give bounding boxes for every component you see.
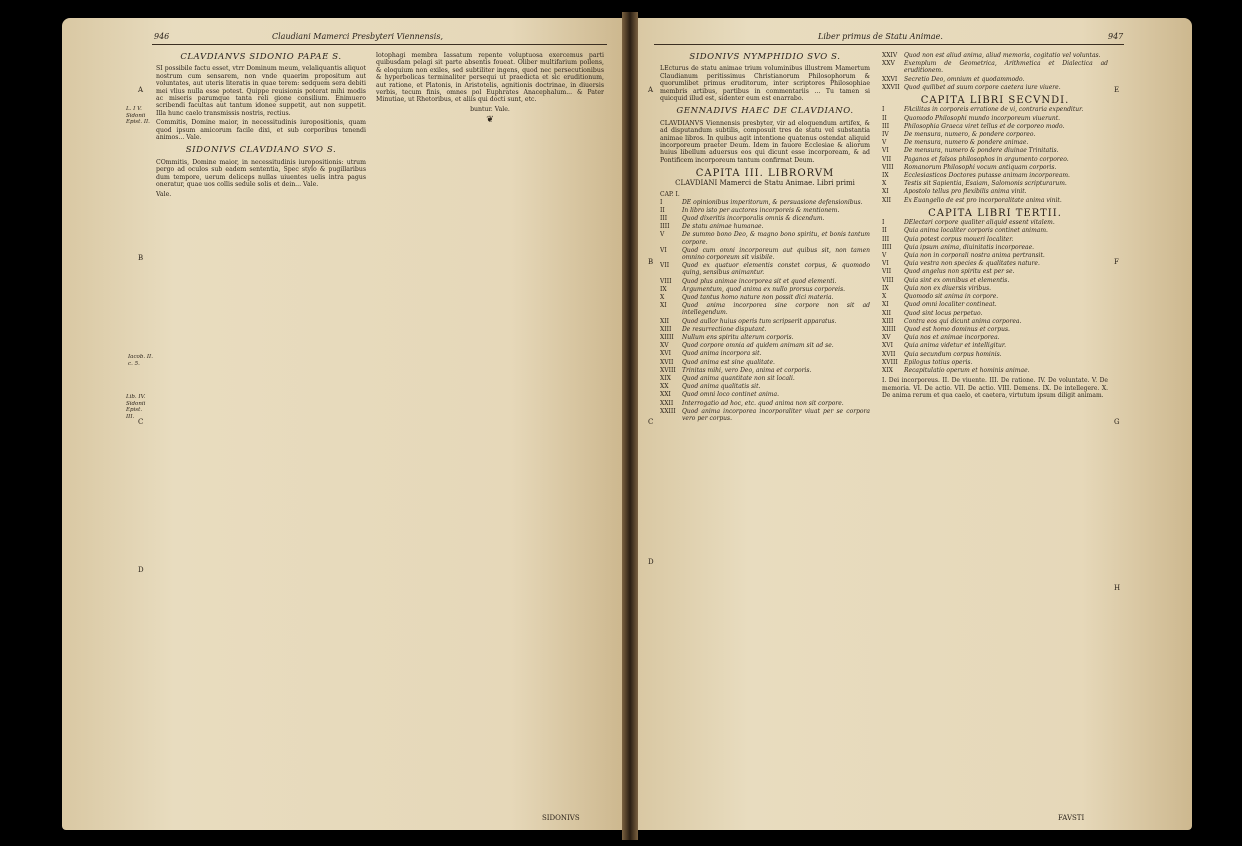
chapter-text: Quod tantus homo nature non possit dici materia. (682, 293, 834, 301)
chapter-text: Argumentum, quod anima ex nullo prorsus corporeis. (682, 285, 846, 293)
chapter-number: XXVII (882, 83, 900, 91)
chapter-entry (660, 334, 870, 341)
right-column-1 (660, 52, 870, 812)
chapter-text: Quia anima localiter corporis continet animam. (904, 227, 1048, 235)
chapter-number: XIIII (660, 333, 674, 341)
chapter-text: FAcilitas in corporeis erratione de vi, contraria expenditur. (904, 106, 1084, 114)
chapter-text: Quod cum omni incorporeum aut quibus sit, non tamen omnino corporeum sit visibile. (682, 246, 870, 261)
chapter-entry (882, 277, 1108, 284)
chapter-entry (660, 302, 870, 316)
chapter-entry (882, 367, 1108, 374)
chapter-entry (882, 139, 1108, 146)
chapter-text: Quod anima est sine qualitate. (682, 358, 775, 366)
chapter-text: DElectari corpore qualiter aliquid essent vitalem. (904, 219, 1055, 227)
chapter-entry (660, 350, 870, 357)
chapter-number: XV (882, 334, 891, 342)
chapter-text: Recapitulatio operum et hominis animae. (904, 366, 1030, 374)
chapter-text: Quod non est aliud anima, aliud memoria, cogitatio vel voluntas. (904, 52, 1101, 59)
chapter-number: IX (882, 172, 889, 180)
chapter-entry (882, 318, 1108, 325)
chapter-text: Exemplum de Geometrica, Arithmetica et Dialectica ad eruditionem. (904, 60, 1108, 75)
chapter-entry (882, 172, 1108, 179)
chapter-entry (882, 52, 1108, 59)
letter-text: SI possibile factu esset, vtrr Dominum meum, velaliquantis aliquot nostrum cum sensarem, non vnde quaerim propositum aut voluntates, aut uteris literatis in quae terem: sedquem sera debiti mei vlius nulla esse potest. Quippe reuisionis poterat mihi modis ac miseris parumque tanta reli gione consilium. Enimuero scribendi facultas aut tantum idonee suppetit, aut non suppetit. Illa hunc caelo transmissis nostris, rectius. (156, 65, 366, 117)
chapter-text: Quia nos et animae incorporea. (904, 334, 1000, 342)
chapter-number: X (882, 180, 887, 188)
letter2-title: SIDONIVS CLAVDIANO SVO S. (185, 145, 337, 156)
chapter-number: V (660, 231, 665, 239)
chapter-entry (882, 227, 1108, 234)
chapter-entry (882, 219, 1108, 226)
chapter-number: VII (660, 262, 670, 270)
chapter-text: Quod omni localiter contineat. (904, 301, 997, 309)
chapter-entry (882, 285, 1108, 292)
letter-text-2: Commitis, Domine maior, in necessitudinis iuropositionis, quam quod ipsum amicorum facile dixi, et sub corporibus tenendi animos... Vale. (156, 119, 366, 142)
chapter-entry (882, 310, 1108, 317)
chapter-number: XXV (882, 60, 895, 68)
letter2-text: COmmitis, Domine maior, in necessitudinis iuropositionis: utrum pergo ad oculos sub eadem sententia, Spec stylo & pugillaribus dum tempore, uerum deliceps nullas uiuentes uelis intra pagus oneratur, quae uos collis sedule solis et dein... Vale. (156, 158, 366, 189)
chapter-entry (882, 326, 1108, 333)
chapter-number: XVIII (660, 366, 676, 374)
chapter-text: Quia non in corporali nostra anima pertransit. (904, 252, 1045, 260)
chapter-text: Romanorum Philosophi vocum antiquam corporis. (904, 163, 1057, 171)
left-column-1 (156, 52, 366, 812)
chapter-text: Quia vestra non species & qualitates nature. (904, 260, 1040, 268)
chapter-text: Quia non ex diuersis viribus. (904, 284, 992, 292)
chapter-text: De mensura, numero & pondere animae. (904, 139, 1029, 147)
chapter-entry (660, 400, 870, 407)
chapter-text: Quod quilibet ad suum corpore caetera iure viuere. (904, 83, 1061, 91)
chapter-text: Quod omni loco continet anima. (682, 391, 779, 399)
chapter-number: XI (882, 301, 889, 309)
chapter-entry (882, 351, 1108, 358)
chapter-entry (882, 131, 1108, 138)
chapter-number: V (882, 252, 887, 260)
chapter-number: XXVI (882, 75, 898, 83)
left-page (62, 18, 622, 830)
chapter-text: Quod dixeritis incorporalis omnis & dicendum. (682, 214, 825, 222)
chapter-number: II (660, 206, 665, 214)
chapter-text: Quod anima incorpora sit. (682, 350, 762, 358)
book1-chapter-list (660, 199, 870, 423)
chapter-text: Philosophia Graeca viret tellus et de corporeo modo. (904, 122, 1065, 130)
chapter-entry (660, 262, 870, 276)
chapter-text: Quod anima quantitate non sit locali. (682, 374, 795, 382)
chapter-number: I (882, 106, 885, 114)
chapter-number: VIII (660, 277, 672, 285)
chapter-entry (882, 244, 1108, 251)
book2-chapter-list (882, 106, 1108, 203)
chapter-entry (660, 286, 870, 293)
open-book (62, 12, 1192, 840)
chapter-entry (660, 199, 870, 206)
chapter-entry (882, 76, 1108, 83)
chapter-text: Epilogus totius operis. (904, 358, 973, 366)
chapter-entry (882, 147, 1108, 154)
chapter-entry (660, 207, 870, 214)
ornament-icon: ❦ (486, 115, 494, 126)
chapter-text: De mensura, numero & pondere diuinae Trinitatis. (904, 147, 1059, 155)
chapter-text: Quia sint ex omnibus et elementis. (904, 276, 1010, 284)
sidonius-text: LEcturus de statu animae trium voluminibus illustrem Mamertum Claudianum peritissimus Christianorum Philosophorum & quorumlibet primus eruditorum, inter scriptores Philosophiae membris artibus, partibus in commentariis ... Tu tamen si quicquid illud est, sidenter eum est enarrabo. (660, 65, 870, 103)
margin-note-1: L. I V. Sidonii Epist. II. (126, 106, 150, 125)
chapter-number: XV (660, 342, 669, 350)
chapter-number: XII (882, 309, 892, 317)
chapter-number: XVI (882, 342, 893, 350)
chapter-number: IIII (882, 243, 892, 251)
column2-closing: buntur. Vale. (470, 105, 510, 113)
chapter-number: XIX (882, 366, 893, 374)
right-running-head: Liber primus de Statu Animae. (818, 32, 943, 41)
chapter-text: De summo bono Deo, & magno bono spiritu, et bonis tantum corpore. (682, 231, 870, 246)
chapter-text: Secretio Deo, omnium et quodammodo. (904, 75, 1025, 83)
chapter-text: Quod sint locus perpetuo. (904, 309, 983, 317)
right-margin-h: H (1114, 584, 1121, 592)
chapter-number: XXIV (882, 52, 898, 59)
chapter-entry (660, 359, 870, 366)
chapter-number: XVIII (882, 358, 898, 366)
gennadius-title: GENNADIVS HAEC DE CLAVDIANO. (676, 106, 854, 117)
chapter-number: III (882, 235, 890, 243)
chapter-text: Quia anima videtur et intelligitur. (904, 342, 1006, 350)
chapter-number: IX (660, 285, 667, 293)
chapter-number: X (660, 293, 665, 301)
margin-letter-a: A (138, 86, 144, 94)
chapter-entry (882, 188, 1108, 195)
chapter-text: DE opinionibus imperitorum, & persuasione defensionibus. (682, 198, 863, 206)
chapter-number: V (882, 139, 887, 147)
chapter-text: Quod ex quatuor elementis constet corpus, & quomodo quing, sensibus animantur. (682, 262, 870, 277)
right-margin-d: D (648, 558, 654, 566)
chapter-entry (882, 293, 1108, 300)
chapter-title: CAPITA III. LIBRORVM (695, 168, 835, 180)
chapter-entry (660, 318, 870, 325)
chapter-entry (660, 278, 870, 285)
chapter-entry (882, 180, 1108, 187)
chapter-number: VI (882, 147, 889, 155)
chapter-text: Quia ipsum anima, diuinitatis incorporeae. (904, 243, 1035, 251)
chapter-entry (882, 156, 1108, 163)
chapter-text: Ex Euangelio de est pro incorporalitate anima vinit. (904, 196, 1062, 204)
chapter-number: II (882, 114, 887, 122)
chapter-entry (882, 123, 1108, 130)
right-margin-g: G (1114, 418, 1120, 426)
chapter-number: XXII (660, 399, 674, 407)
chapter-number: XXIII (660, 407, 676, 415)
chapter-text: Trinitas mihi, vero Deo, anima et corporis. (682, 366, 812, 374)
letter2-closing: Vale. (156, 190, 172, 198)
chapter-number: XVII (882, 350, 896, 358)
chapter-number: XIIII (882, 325, 896, 333)
margin-letter-b: B (138, 254, 144, 262)
chapter-number: I (660, 198, 663, 206)
chapter-number: VIII (882, 276, 894, 284)
chapter-text: Ecclesiasticos Doctores putasse animam incorpoream. (904, 172, 1070, 180)
chapter-text: De mensura, numero, & pondere corporeo. (904, 131, 1036, 139)
chapter-entry (660, 342, 870, 349)
chapter-entry (660, 247, 870, 261)
chapter-entry (882, 236, 1108, 243)
chapter-text: Contra eos qui dicunt anima corporea. (904, 317, 1022, 325)
chapter-number: XVII (660, 358, 674, 366)
chapter-entry (882, 260, 1108, 267)
chapter-entry (882, 252, 1108, 259)
book1-chapter-list-cont (882, 52, 1108, 91)
chapter-entry (882, 115, 1108, 122)
margin-note-3: Lib. IV. Sidonii Epist. III. (126, 394, 146, 420)
right-page (638, 18, 1192, 830)
chapter-text: Quomodo Philosophi mundo incorporeum viuerunt. (904, 114, 1061, 122)
chapter-entry (882, 197, 1108, 204)
right-margin-f: F (1114, 258, 1119, 266)
chapter-number: XII (882, 196, 892, 204)
chapter-entry (882, 301, 1108, 308)
margin-note-2: Iacob. II. c. 5. (128, 354, 153, 367)
right-margin-c: C (648, 418, 654, 426)
chapter-text: Nullum ens spiritu alterum corporis. (682, 333, 794, 341)
chapter-text: In libro isto per auctores incorporeis & mentionem. (682, 206, 840, 214)
chapter-entry (660, 223, 870, 230)
chapter-text: De statu animae humanae. (682, 223, 764, 231)
chapter-number: XVI (660, 350, 671, 358)
gennadius-text: CLAVDIANVS Viennensis presbyter, vir ad eloquendum artifex, & ad disputandum subtilis, composuit tres de statu vel substantia animae libros. In quibus agit intentione quatenus ostendat aliquid incorporeum praeter Deum. Idem in fauore Ecclesiae & aliorum huius libellum aduersus eos qui dicunt esse incorpoream, & ad Pontificem incorporeum tantum confirmat Deum. (660, 119, 870, 164)
chapter-number: XI (660, 302, 667, 310)
chapter-text: De resurrectione disputant. (682, 325, 767, 333)
chapter-entry (660, 294, 870, 301)
chapter-text: Quod aullor huius operis tum scripserit apparatus. (682, 317, 837, 325)
right-catchword: FAVSTI (1058, 814, 1085, 822)
chapter-number: IIII (660, 223, 670, 231)
margin-letter-c: C (138, 418, 144, 426)
chapter-text: Quomodo sit anima in corpore. (904, 293, 999, 301)
chapter-label: CAP. I. (660, 191, 680, 199)
chapter-number: XI (882, 188, 889, 196)
chapter-entry (660, 215, 870, 222)
chapter-number: IV (882, 131, 889, 139)
chapter-number: VIII (882, 163, 894, 171)
chapter-number: XXI (660, 391, 671, 399)
column2-text: lotophagi membra Iassatum repente voluptuosa exercemus parti quibusdam pelagi sit parte absentis foueat. Oliber multifarium pollens, & eloquium non exiles, sed subtiliter ingens, quod nec persecutionibus & hyperbolicas terminaliter persequi ut praedicta et sic eruditionum, aut ratione, et Platonis, in Aristotelis, agnitionis doctrinae, in diuersis verbis, tecum finis, omnes pol Euphrates Anacephalum... & Pater Minutiae, ut Rhetoribus, et aliis qui docti sunt, etc. (376, 52, 604, 104)
chapter-entry (660, 367, 870, 374)
chapter-number: VI (660, 246, 667, 254)
chapter-number: XIX (660, 374, 671, 382)
chapter-number: VI (882, 260, 889, 268)
chapter-entry (660, 408, 870, 422)
chapter-text: Quia potest corpus moueri localiter. (904, 235, 1014, 243)
chapter-entry (882, 268, 1108, 275)
right-margin-e: E (1114, 86, 1120, 94)
chapter-number: II (882, 227, 887, 235)
book3-title: CAPITA LIBRI TERTII. (928, 207, 1062, 219)
chapter-text: Paganos et falsos philosophos in argumento corporeo. (904, 155, 1069, 163)
chapter-entry (882, 342, 1108, 349)
chapter-number: XIII (882, 317, 894, 325)
chapter-text: Testis sit Sapientia, Esaiam, Salomonis scripturarum. (904, 180, 1067, 188)
chapter-text: Interrogatio ad hoc, etc. quod anima non sit corpore. (682, 399, 844, 407)
book3-chapter-list (882, 219, 1108, 374)
chapter-text: Apostolo tellus pro flexibilis anima vinit. (904, 188, 1027, 196)
chapter-number: VII (882, 268, 892, 276)
chapter-entry (660, 375, 870, 382)
chapter-number: IX (882, 284, 889, 292)
left-catchword: SIDONIVS (542, 814, 580, 822)
chapter-number: X (882, 293, 887, 301)
right-head-rule (654, 44, 1124, 45)
chapter-number: I (882, 219, 885, 227)
right-margin-a: A (648, 86, 654, 94)
chapter-number: III (882, 122, 890, 130)
chapter-text: Quod anima incorporea sine corpore non sit ad intellegendum. (682, 302, 870, 317)
left-running-head: Claudiani Mamerci Presbyteri Viennensis, (272, 32, 443, 41)
left-head-rule (152, 44, 607, 45)
chapter-number: XII (660, 317, 670, 325)
chapter-entry (882, 60, 1108, 74)
chapter-entry (882, 106, 1108, 113)
sidonius-title: SIDONIVS NYMPHIDIO SVO S. (689, 52, 841, 62)
chapter-text: Quia secundum corpus hominis. (904, 350, 1002, 358)
margin-letter-d: D (138, 566, 144, 574)
chapter-entry (660, 383, 870, 390)
book2-title: CAPITA LIBRI SECVNDI. (920, 95, 1070, 107)
chapter-entry (882, 359, 1108, 366)
chapter-subtitle: CLAVDIANI Mamerci de Statu Animae. Libri primi (675, 178, 855, 187)
chapter-entry (660, 326, 870, 333)
chapter-text: Quod anima incorporea incorporaliter viuat per se corpora vero per corpus. (682, 407, 870, 422)
chapter-entry (660, 391, 870, 398)
chapter-number: XIII (660, 325, 672, 333)
chapter-entry (882, 84, 1108, 91)
chapter-number: III (660, 214, 668, 222)
right-folio: 947 (1108, 32, 1124, 41)
chapter-number: XX (660, 383, 669, 391)
right-column-2 (882, 52, 1108, 812)
chapter-text: Quod angelus non spiritu est per se. (904, 268, 1015, 276)
chapter-text: Quod est homo dominus et corpus. (904, 325, 1010, 333)
chapter-text: Quod corpore omnia ad quidem animam sit ad se. (682, 342, 834, 350)
chapter-entry (882, 164, 1108, 171)
book-gutter (622, 12, 638, 840)
left-column-2 (376, 52, 604, 812)
chapter-entry (882, 334, 1108, 341)
chapter-text: Quod anima qualitatis sit. (682, 383, 761, 391)
book3-closing: I. Dei incorporeus. II. De viuente. III. De ratione. IV. De voluntate. V. De memoria. VI. De actio. VII. De actio. VIII. Demens. IX. De intellegere. X. De anima rerum et qua caelo, et caetera, virtutum ipsum diligit animam. (882, 377, 1108, 399)
letter-title: CLAVDIANVS SIDONIO PAPAE S. (180, 52, 342, 62)
chapter-text: Quod plus animae incorporea sit et quod elementi. (682, 277, 837, 285)
chapter-entry (660, 231, 870, 245)
right-margin-b: B (648, 258, 654, 266)
left-folio: 946 (154, 32, 170, 41)
chapter-number: VII (882, 155, 892, 163)
